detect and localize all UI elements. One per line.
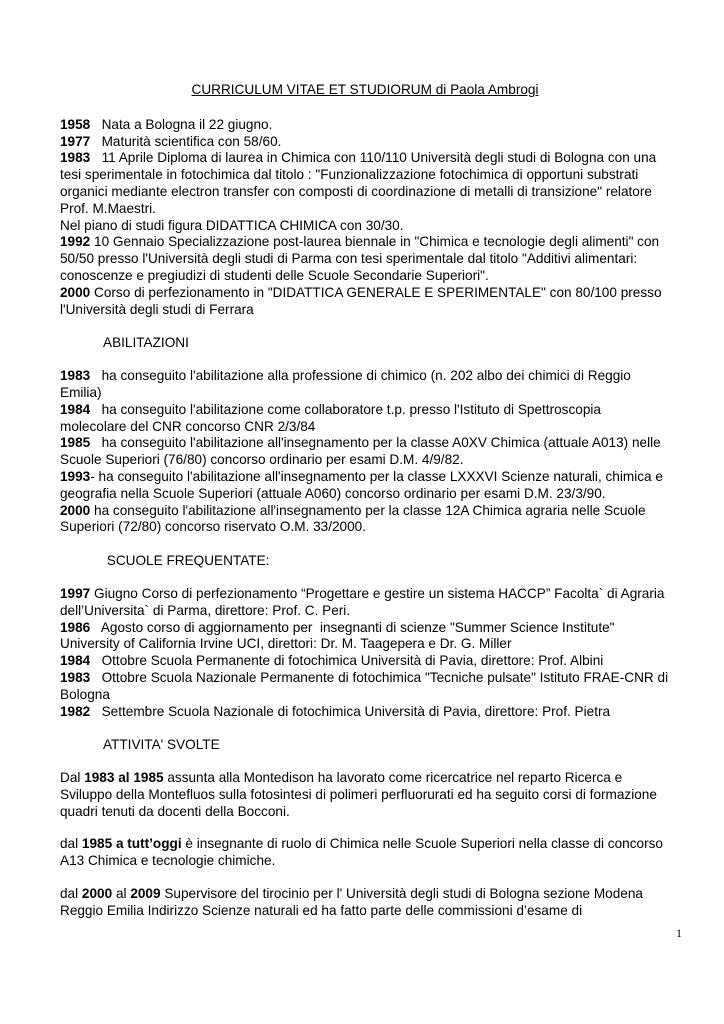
list-item <box>60 620 670 654</box>
text: assunta alla Montedison ha lavorato come ricercatrice nel reparto Ricerca e Sviluppo della Montefluos sulla fotosintesi di polimeri perfluorurati ed ha seguito corsi di formazione quadri tenuti da docenti della Bocconi. <box>60 770 657 819</box>
year: 1984 <box>60 401 91 417</box>
item-text: 10 Gennaio Specializzazione post-laurea biennale in "Chimica e tecnologie degli alimenti" con 50/50 presso l'Università degli studi di Parma con tesi sperimentale dal titolo "Additivi alimentari: conoscenze e pregiudizi di studenti delle Scuole Secondarie Superiori". <box>60 234 667 283</box>
paragraph <box>60 886 670 920</box>
list-item <box>60 368 670 402</box>
year: 1993 <box>60 468 91 484</box>
item-text: Ottobre Scuola Permanente di fotochimica Università di Pavia, direttore: Prof. Albini <box>90 653 604 669</box>
year: 1958 <box>60 116 91 132</box>
item-text: Nata a Bologna il 22 giugno. <box>90 116 273 132</box>
year: 1984 <box>60 653 91 669</box>
text: Dal <box>60 770 85 786</box>
item-text: Giugno Corso di perfezionamento “Progettare e gestire un sistema HACCP” Facolta` di Agraria dell’Universita` di Parma, direttore: Prof. C. Peri. <box>60 585 669 618</box>
item-text: Nel piano di studi figura DIDATTICA CHIMICA con 30/30. <box>60 217 404 233</box>
item-text: ha conseguito l'abilitazione come collaboratore t.p. presso l'Istituto di Spettroscopia molecolare del CNR concorso CNR 2/3/84 <box>60 401 605 434</box>
item-text: Settembre Scuola Nazionale di fotochimica Università di Pavia, direttore: Prof. Pietra <box>90 703 611 719</box>
abilitazioni-list <box>60 368 670 536</box>
item-text: Corso di perfezionamento in "DIDATTICA GENERALE E SPERIMENTALE" con 80/100 presso l'Università degli studi di Ferrara <box>60 284 666 317</box>
item-text: ha conseguito l'abilitazione all'insegnamento per la classe A0XV Chimica (attuale A013) nelle Scuole Superiori (76/80) concorso ordinario per esami D.M. 4/9/82. <box>60 435 665 468</box>
item-text: 11 Aprile Diploma di laurea in Chimica con 110/110 Università degli studi di Bologna con una tesi sperimentale in fotochimica dal titolo : "Funzionalizzazione fotochimica di opportuni substrati organici mediante electron transfer con composti di coordinazione di metalli di transizione" relatore Prof. M.Maestri. <box>60 150 661 216</box>
paragraph <box>60 836 670 870</box>
list-item <box>60 435 670 469</box>
item-text: ha conseguito l'abilitazione all'insegnamento per la classe 12A Chimica agraria nelle Scuole Superiori (72/80) concorso riservato O.M. 33/2000. <box>60 502 650 535</box>
page-number: 1 <box>676 926 682 940</box>
year: 1983 <box>60 669 91 685</box>
scuole-list <box>60 586 670 720</box>
list-item <box>60 503 670 537</box>
studies-list <box>60 117 670 319</box>
list-item <box>60 134 670 151</box>
item-text: Maturità scientifica con 58/60. <box>90 133 282 149</box>
list-item <box>60 285 670 319</box>
year: 1983 <box>60 150 91 166</box>
list-item <box>60 218 670 235</box>
item-text: ha conseguito l'abilitazione alla professione di chimico (n. 202 albo dei chimici di Reggio Emilia) <box>60 368 635 400</box>
period: 1983 al 1985 <box>84 770 164 786</box>
year: 1986 <box>60 619 91 635</box>
list-item <box>60 402 670 436</box>
list-item <box>60 117 670 134</box>
year: 2000 <box>81 886 113 902</box>
year: 1983 <box>60 368 91 384</box>
list-item <box>60 469 670 503</box>
document-page <box>60 82 670 920</box>
year: 1992 <box>60 234 91 250</box>
paragraph <box>60 770 670 820</box>
item-text: - ha conseguito l'abilitazione all'insegnamento per la classe LXXXVI Scienze naturali, chimica e geografia nella Scuole Superiori (attuale A060) concorso ordinario per esami D.M. 23/3/90. <box>60 468 667 501</box>
text: è insegnante di ruolo di Chimica nelle Scuole Superiori nella classe di concorso A13 Chimica e tecnologie chimiche. <box>60 836 663 869</box>
text: dal <box>60 836 82 852</box>
item-text: Agosto corso di aggiornamento per insegnanti di scienze "Summer Science Institute" University of California Irvine UCI, direttori: Dr. M. Taagepera e Dr. G. Miller <box>60 619 619 652</box>
list-item <box>60 653 670 670</box>
year: 2000 <box>60 284 91 300</box>
section-heading-attivita: ATTIVITA' SVOLTE <box>103 737 220 753</box>
page-title: CURRICULUM VITAE ET STUDIORUM di Paola Ambrogi <box>191 82 539 97</box>
list-item <box>60 704 670 721</box>
list-item <box>60 670 670 704</box>
item-text: Ottobre Scuola Nazionale Permanente di fotochimica "Tecniche pulsate" Istituto FRAE-CNR di Bologna <box>60 669 672 702</box>
year: 1977 <box>60 133 91 149</box>
year: 1985 <box>60 435 91 451</box>
year: 2009 <box>130 886 161 902</box>
year: 2000 <box>60 502 91 518</box>
list-item <box>60 150 670 217</box>
text: dal <box>60 886 82 902</box>
text: al <box>112 886 131 902</box>
text: Supervisore del tirocinio per l' Università degli studi di Bologna sezione Modena Reggio Emilia Indirizzo Scienze naturali ed ha fatto parte delle commissioni d’esame di <box>60 886 643 918</box>
section-heading-abilitazioni: ABILITAZIONI <box>103 335 189 351</box>
section-heading-scuole: SCUOLE FREQUENTATE: <box>103 553 270 569</box>
list-item <box>60 586 670 620</box>
list-item <box>60 234 670 284</box>
year: 1982 <box>60 703 91 719</box>
year: 1997 <box>60 585 91 601</box>
period: 1985 a tutt’oggi <box>81 836 182 852</box>
